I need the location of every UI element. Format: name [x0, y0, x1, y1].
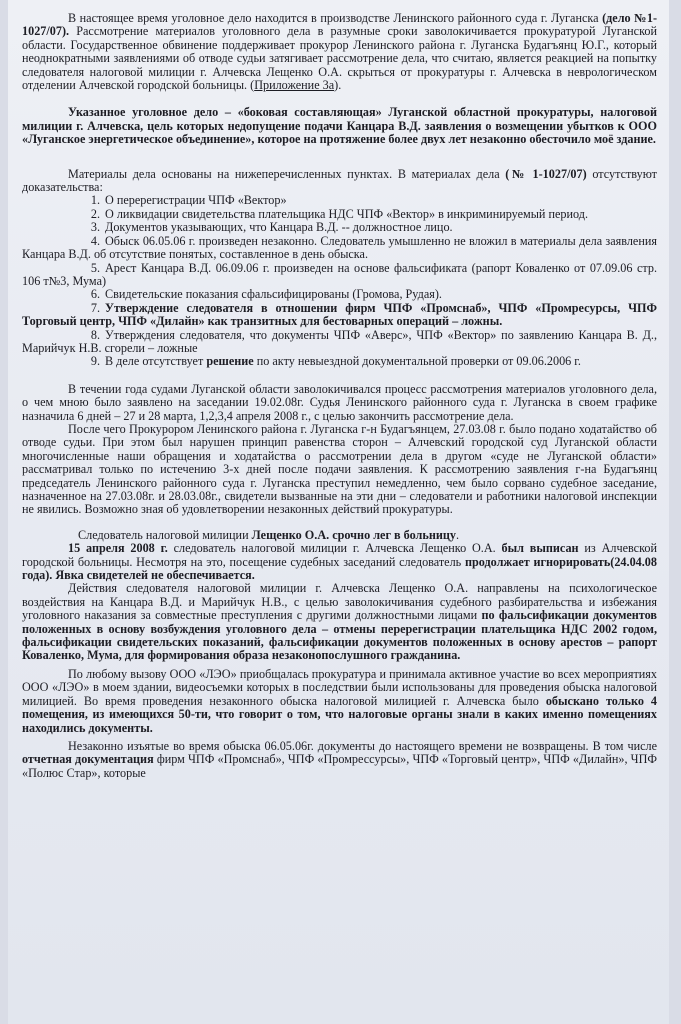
paragraph-2: [22, 106, 657, 146]
paragraph-10: [22, 740, 657, 780]
list-item-9: [22, 355, 657, 368]
paragraph-7: [22, 542, 657, 582]
paragraph-5: [22, 423, 657, 517]
evidence-list: [22, 194, 657, 355]
p6-text: Следователь налоговой милиции: [78, 527, 252, 542]
list-item-number: 2.: [90, 206, 100, 221]
list-item-text: Документов указывающих, что Канцара В.Д. -- должностное лицо.: [105, 220, 453, 235]
paragraph-9: [22, 668, 657, 735]
list-item-number: 9.: [90, 354, 100, 369]
p3-text: Материалы дела основаны на нижеперечисленных пунктах. В материалах дела: [68, 166, 506, 181]
p7-bold-end: продолжает игнорировать(24.04.08 года). Явка свидетелей не обеспечивается.: [22, 554, 657, 583]
list-item-number: 6.: [90, 287, 100, 302]
appendix-reference: Приложение 3а: [254, 78, 335, 93]
p4-text: В течении года судами Луганской области заволокичивался процесс рассмотрения материалов уголовного дела, о чем мною было заявлено на заседании 19.02.08г. Судья Ленинского районного суда г. Луганска в своем графике назначила 6 дней – 27 и 28 марта, 1,2,3,4 апреля 2008 г., с целью закончить рассмотрение дела.: [22, 381, 657, 423]
p1-text-cont: Рассмотрение материалов уголовного дела в разумные сроки заволокичивается прокуратурой Луганской области. Государственное обвинение поддерживает прокурор Ленинского района г. Луганска Будагъянц Ю.Г., который неоднократными заявлениями об отводе судьи затягивает рассмотрение дела, что считаю, является реакцией на попытку следователя налоговой милиции г. Алчевска Лещенко О.А. скрыться от прокуратуры г. Алчевска в неврологическом отделении Алчевской городской больницы. (: [22, 24, 657, 93]
paragraph-8: [22, 582, 657, 662]
p2-bold-text: Указанное уголовное дело – «боковая составляющая» Луганской областной прокуратуры, налоговой милиции г. Алчевска, цель которых недопущение подачи Канцара В.Д. заявления о возмещении убытков к ООО «Луганское энергетическое объединение», которое на протяжение более двух лет незаконно обесточило моё здание.: [22, 105, 657, 147]
paragraph-3: [22, 168, 657, 195]
p7-text-cont: из Алчевской городской больницы. Несмотря на это, посещение судебных заседаний следователь: [22, 541, 658, 569]
p7-date: 15 апреля 2008 г.: [68, 541, 168, 556]
list-item: [22, 194, 657, 207]
p1-text: В настоящее время уголовное дело находится в производстве Ленинского районного суда г. Луганска: [68, 11, 603, 25]
p8-text: Действия следователя налоговой милиции г. Алчевска Лещенко О.А. направлены на психологическое воздействия на Канцара В.Д. и Марийчук Н.В., с целью заволокичивания судебного разбирательства и избежания уголовного наказания за совместные преступления с другими должностными лицами: [22, 581, 657, 623]
p9-bold: обыскано только 4 помещения, из имеющихся 50-ти, что говорит о том, что налоговые органы знали в каких именно помещениях находились документы.: [22, 693, 658, 735]
list-item-text: Утверждения следователя, что документы ЧПФ «Аверс», ЧПФ «Вектор» по заявлению Канцара В. Д., Марийчук Н.В. сгорели – ложные: [22, 327, 657, 355]
list-item: [22, 262, 657, 289]
p3-case-number: (№ 1-1027/07): [505, 166, 587, 181]
list-item-text: Обыск 06.05.06 г. произведен незаконно. Следователь умышленно не вложил в материалы дела заявления Канцара В.Д. об отсутствие понятых, составленное в день обыска.: [22, 233, 657, 262]
paragraph-4: [22, 383, 657, 423]
list-item-text: О ликвидации свидетельства плательщика НДС ЧПФ «Вектор» в инкриминируемый период.: [105, 206, 589, 221]
list-item: [22, 288, 657, 301]
list-item-text: О перерегистрации ЧПФ «Вектор»: [105, 193, 287, 208]
list-item-text: Утверждение следователя в отношении фирм ЧПФ «Промснаб», ЧПФ «Промресурсы, ЧПФ Торговый центр, ЧПФ «Дилайн» как транзитных для бестоварных операций – ложны.: [22, 300, 657, 329]
list-item-number: 7.: [90, 300, 100, 315]
list-item-text: Свидетельские показания сфальсифицированы (Громова, Рудая).: [105, 287, 442, 302]
item9-bold: решение: [206, 354, 254, 369]
item9-end: по акту невыездной документальной проверки от 09.06.2006 г.: [253, 354, 581, 369]
list-item: [22, 329, 657, 356]
paragraph-6: [22, 529, 657, 542]
p8-bold: по фальсификации документов положенных в основу возбуждения уголовного дела – отмены перерегистрации плательщика НДС 2002 годом, фальсификации свидетельских показаний, фальсификации документов положенных в основу арестов – рапорт Коваленко, Мума, для формирования образа незаконопослушного гражданина.: [22, 608, 658, 663]
list-item-number: 1.: [90, 193, 100, 208]
list-item: [22, 221, 657, 234]
p6-bold: Лещенко О.А. срочно лег в больницу: [251, 527, 456, 542]
p9-text: По любому вызову ООО «ЛЭО» приобщалась прокуратура и принимала активное участие во всех мероприятиях ООО «ЛЭО» в моем здании, видеосъемки которых в последствии были использованы для проведения обыска налоговой милицией. Во время проведения незаконного обыска налоговой милицией г. Алчевска было: [22, 666, 657, 708]
p10-bold: отчетная документация: [22, 752, 154, 767]
p10-end: фирм ЧПФ «Промснаб», ЧПФ «Промрессурсы», ЧПФ «Торговый центр», ЧПФ «Дилайн», ЧПФ «Полюс Стар», которые: [22, 752, 658, 780]
p3-end: отсутствуют доказательства:: [22, 166, 657, 195]
list-item-number: 5.: [90, 260, 100, 275]
item9-text: В деле отсутствует: [105, 354, 207, 369]
list-item: [22, 235, 657, 262]
list-item: [22, 302, 657, 329]
case-number: (дело №1-1027/07).: [22, 11, 657, 39]
p7-bold: был выписан: [501, 541, 579, 556]
list-item-number: 8.: [90, 327, 100, 342]
p6-end: .: [455, 527, 460, 542]
p7-text: следователь налоговой милиции г. Алчевска Лещенко О.А.: [167, 541, 502, 556]
list-item-number: 4.: [90, 233, 100, 248]
p5-text: После чего Прокурором Ленинского района г. Луганска г-н Будагъянцем, 27.03.08 г. было подано ходатайство об отводе судьи. При этом был нарушен принцип равенства сторон – Алчевский городской суд Луганской области многочисленные наши обращения и ходатайства о рассмотрении дела в другом «суде не Луганской области» рассматривал только по истечению 3-х дней после подачи заявления. К рассмотрению заявления г-на Будагъянц председатель Ленинского районного суда г. Луганска преступил немедленно, чем было сорвано судебное заседание, назначенное на 27.03.08г. и 28.03.08г., свидетели вызванные на эти дни – следователи и работники налоговой инспекции не явились. Возможно зная об удовлетворении незаконных действий прокуратуры.: [22, 421, 657, 517]
p10-text: Незаконно изъятые во время обыска 06.05.06г. документы до настоящего времени не возвращены. В том числе: [68, 738, 657, 753]
list-item-number: 3.: [90, 220, 100, 235]
list-item: [22, 208, 657, 221]
list-item-text: Арест Канцара В.Д. 06.09.06 г. произведен на основе фальсификата (рапорт Коваленко от 07.09.06 стр. 106 т№3, Мума): [22, 260, 657, 288]
p1-end: ).: [334, 78, 342, 93]
paragraph-1: [22, 12, 657, 92]
document-page: [8, 0, 669, 1024]
